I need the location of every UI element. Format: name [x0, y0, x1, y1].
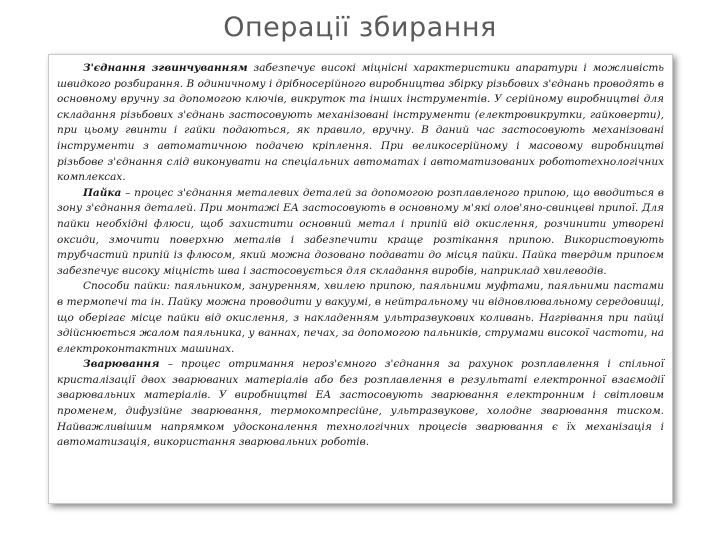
paragraph-welding-text: – процес отримання нероз'ємного з'єднання за рахунок розплавлення і спільної кристалізації двох зварюваних матеріалів або без розплавлення в результаті електронної взаємодії зварювальних матеріалів. У виробництві ЕА застосовують зварювання електронним і світловим променем, дифузійне зварювання, термокомпресійне, ультразвукове, холодне зварювання тиском. Найважливішим напрямком удосконалення технологічних процесів зварювання є їх механізація і автоматизація, використання зварювальних роботів.	[57, 358, 664, 449]
paragraph-threading	[57, 61, 664, 186]
term-soldering: Пайка	[83, 186, 122, 199]
paragraph-soldering-methods	[57, 279, 664, 357]
slide-title: Операції збирання	[223, 12, 497, 43]
paragraph-soldering	[57, 186, 664, 280]
paragraph-soldering-methods-text: Способи пайки: паяльником, зануренням, хвилею припою, паяльними муфтами, паяльними пастами в термопечі та ін. Пайку можна проводити у вакуумі, в нейтральному чи відновлювальному середовищі, що оберігає місце пайки від окислення, з накладенням ультразвукових коливань. Нагрівання при пайці здійснюється жалом паяльника, у ваннах, печах, за допомогою пальників, струмами високої частоти, на електроконтактних машинах.	[57, 280, 664, 355]
paragraph-welding	[57, 357, 664, 451]
text-box	[48, 54, 673, 504]
paragraph-threading-text: забезпечує високі міцнісні характеристики апаратури і можливість швидкого розбирання. В одиничному і дрібносерійного виробництва збірку різьбових з'єднань проводять в основному вручну за допомогою ключів, викруток та інших інструментів. У серійному виробництві для складання різьбових з'єднань застосовують механізовані інструменти (електровикрутки, гайковерти), при цьому гвинти і гайки подаються, як правило, вручну. В даний час застосовують механізовані інструменти з автоматичною подачею кріплення. При великосерійному і масовому виробництві різьбове з'єднання слід виконувати на спеціальних автоматах і автоматизованих робототехнологічних комплексах.	[57, 62, 665, 184]
term-threading: З'єднання згвинчуванням	[83, 62, 248, 74]
paragraph-soldering-text: – процес з'єднання металевих деталей за допомогою розплавленого припою, що вводиться в зону з'єднання деталей. При монтажі ЕА застосовують в основному м'які олов'яно-свинцеві припої. Для пайки необхідні флюси, щоб захистити основний метал і припій від окислення, розчинити утворені оксиди, змочити поверхню металів і забезпечити краще розтікання припою. Використовують трубчастий припій із флюсом, який можна дозовано подавати до місця пайки. Пайка твердим припоєм забезпечує високу міцність шва і застосовується для складання виробів, наприклад хвилеводів.	[57, 186, 664, 277]
term-welding: Зварювання	[83, 358, 160, 371]
